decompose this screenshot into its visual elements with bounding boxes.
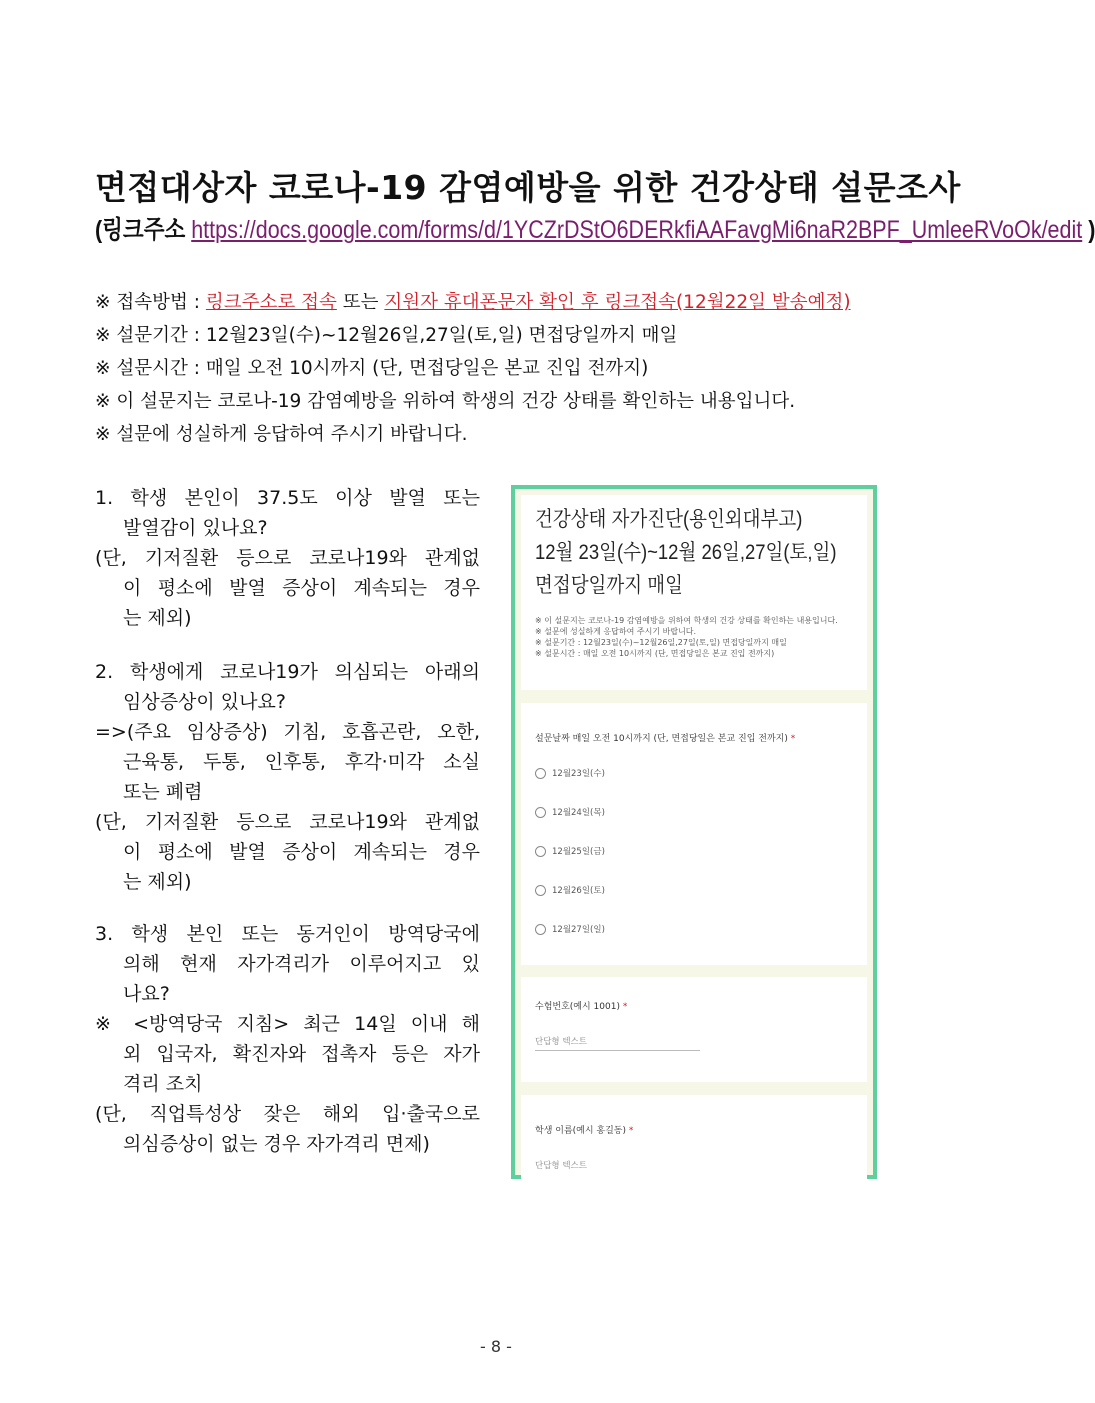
notice-time: ※ 설문시간 : 매일 오전 10시까지 (단, 면접당일은 본교 진입 전까지) bbox=[95, 358, 649, 379]
radio-icon[interactable] bbox=[535, 885, 546, 896]
student-name-card bbox=[521, 1095, 867, 1195]
radio-icon[interactable] bbox=[535, 846, 546, 857]
date-option[interactable]: 12월24일(목) bbox=[535, 806, 605, 820]
form-header-card bbox=[521, 495, 867, 690]
question-1: 1. 학생 본인이 37.5도 이상 발열 또는 발열감이 있나요? (단, 기저질환 등으로 코로나19와 관계없 이 평소에 발열 증상이 계속되는 경우 는 제외) bbox=[95, 487, 480, 629]
access-link-sms[interactable]: 지원자 휴대폰문자 확인 후 링크접속(12월22일 발송예정) bbox=[384, 292, 851, 313]
student-name-input[interactable]: 단답형 텍스트 bbox=[535, 1161, 587, 1171]
google-form-screenshot bbox=[511, 485, 877, 1179]
radio-icon[interactable] bbox=[535, 768, 546, 779]
form-title: 건강상태 자가진단(용인외대부고) 12월 23일(수)~12월 26일,27일(토,일) 면접당일까지 매일 bbox=[535, 508, 837, 597]
question-3: 3. 학생 본인 또는 동거인이 방역당국에 의해 현재 자가격리가 이루어지고 있 나요? ※ <방역당국 지침> 최근 14일 이내 해 외 입국자, 확진자와 접촉자 등은 자가 격리 조치 (단, 직업특성상 잦은 해외 입·출국으로 의심증상이 없는 경우 자가격리 면제) bbox=[95, 923, 480, 1155]
link-line bbox=[95, 210, 1095, 246]
notice-list bbox=[95, 286, 915, 451]
question-2: 2. 학생에게 코로나19가 의심되는 아래의 임상증상이 있나요? =>(주요 임상증상) 기침, 호흡곤란, 오한, 근육통, 두통, 인후통, 후각·미각 소실 또는 폐렴 (단, 기저질환 등으로 코로나19와 관계없 이 평소에 발열 증상이 계속되는 경우 는 제외) bbox=[95, 661, 480, 893]
notice-purpose: ※ 이 설문지는 코로나-19 감염예방을 위하여 학생의 건강 상태를 확인하는 내용입니다. bbox=[95, 391, 796, 412]
page-title: 면접대상자 코로나-19 감염예방을 위한 건강상태 설문조사 bbox=[95, 168, 961, 207]
radio-icon[interactable] bbox=[535, 924, 546, 935]
exam-number-input[interactable]: 단답형 텍스트 bbox=[535, 1037, 587, 1047]
link-suffix: ) bbox=[1082, 216, 1095, 244]
notice-request: ※ 설문에 성실하게 응답하여 주시기 바랍니다. bbox=[95, 424, 468, 445]
required-mark: * bbox=[790, 734, 796, 744]
link-prefix: (링크주소 bbox=[95, 216, 192, 244]
student-name-label: 학생 이름(예시 홍길동) * bbox=[535, 1126, 634, 1136]
date-option[interactable]: 12월23일(수) bbox=[535, 767, 605, 781]
access-link-direct[interactable]: 링크주소로 접속 bbox=[205, 292, 337, 313]
exam-number-label: 수험번호(예시 1001) * bbox=[535, 1002, 628, 1012]
form-description: ※ 이 설문지는 코로나-19 감염예방을 위하여 학생의 건강 상태를 확인하는 내용입니다. ※ 설문에 성실하게 응답하여 주시기 바랍니다. ※ 설문기간 : 12월23일(수)~12월26일,27일(토,일) 면접당일까지 매일 ※ 설문시간 : 매일 오전 10시까지 (단, 면접당일은 본교 진입 전까지) bbox=[535, 616, 838, 658]
page-number: - 8 - bbox=[480, 1337, 512, 1356]
date-option[interactable]: 12월26일(토) bbox=[535, 884, 605, 898]
notice-access-method: ※ 접속방법 : 링크주소로 접속 또는 지원자 휴대폰문자 확인 후 링크접속(12월22일 발송예정) bbox=[95, 292, 851, 313]
date-question-card bbox=[521, 703, 867, 965]
radio-icon[interactable] bbox=[535, 807, 546, 818]
notice-period: ※ 설문기간 : 12월23일(수)~12월26일,27일(토,일) 면접당일까지 매일 bbox=[95, 325, 678, 346]
date-option[interactable]: 12월27일(일) bbox=[535, 923, 605, 937]
survey-link[interactable]: https://docs.google.com/forms/d/1YCZrDStO6DERkfiAAFavgMi6naR2BPF_UmleeRVoOk/edit bbox=[191, 216, 1083, 244]
exam-number-card bbox=[521, 977, 867, 1082]
input-underline bbox=[535, 1050, 700, 1051]
date-option[interactable]: 12월25일(금) bbox=[535, 845, 605, 859]
date-question-label: 설문날짜 매일 오전 10시까지 (단, 면접당일은 본교 진입 전까지) * bbox=[535, 734, 796, 744]
